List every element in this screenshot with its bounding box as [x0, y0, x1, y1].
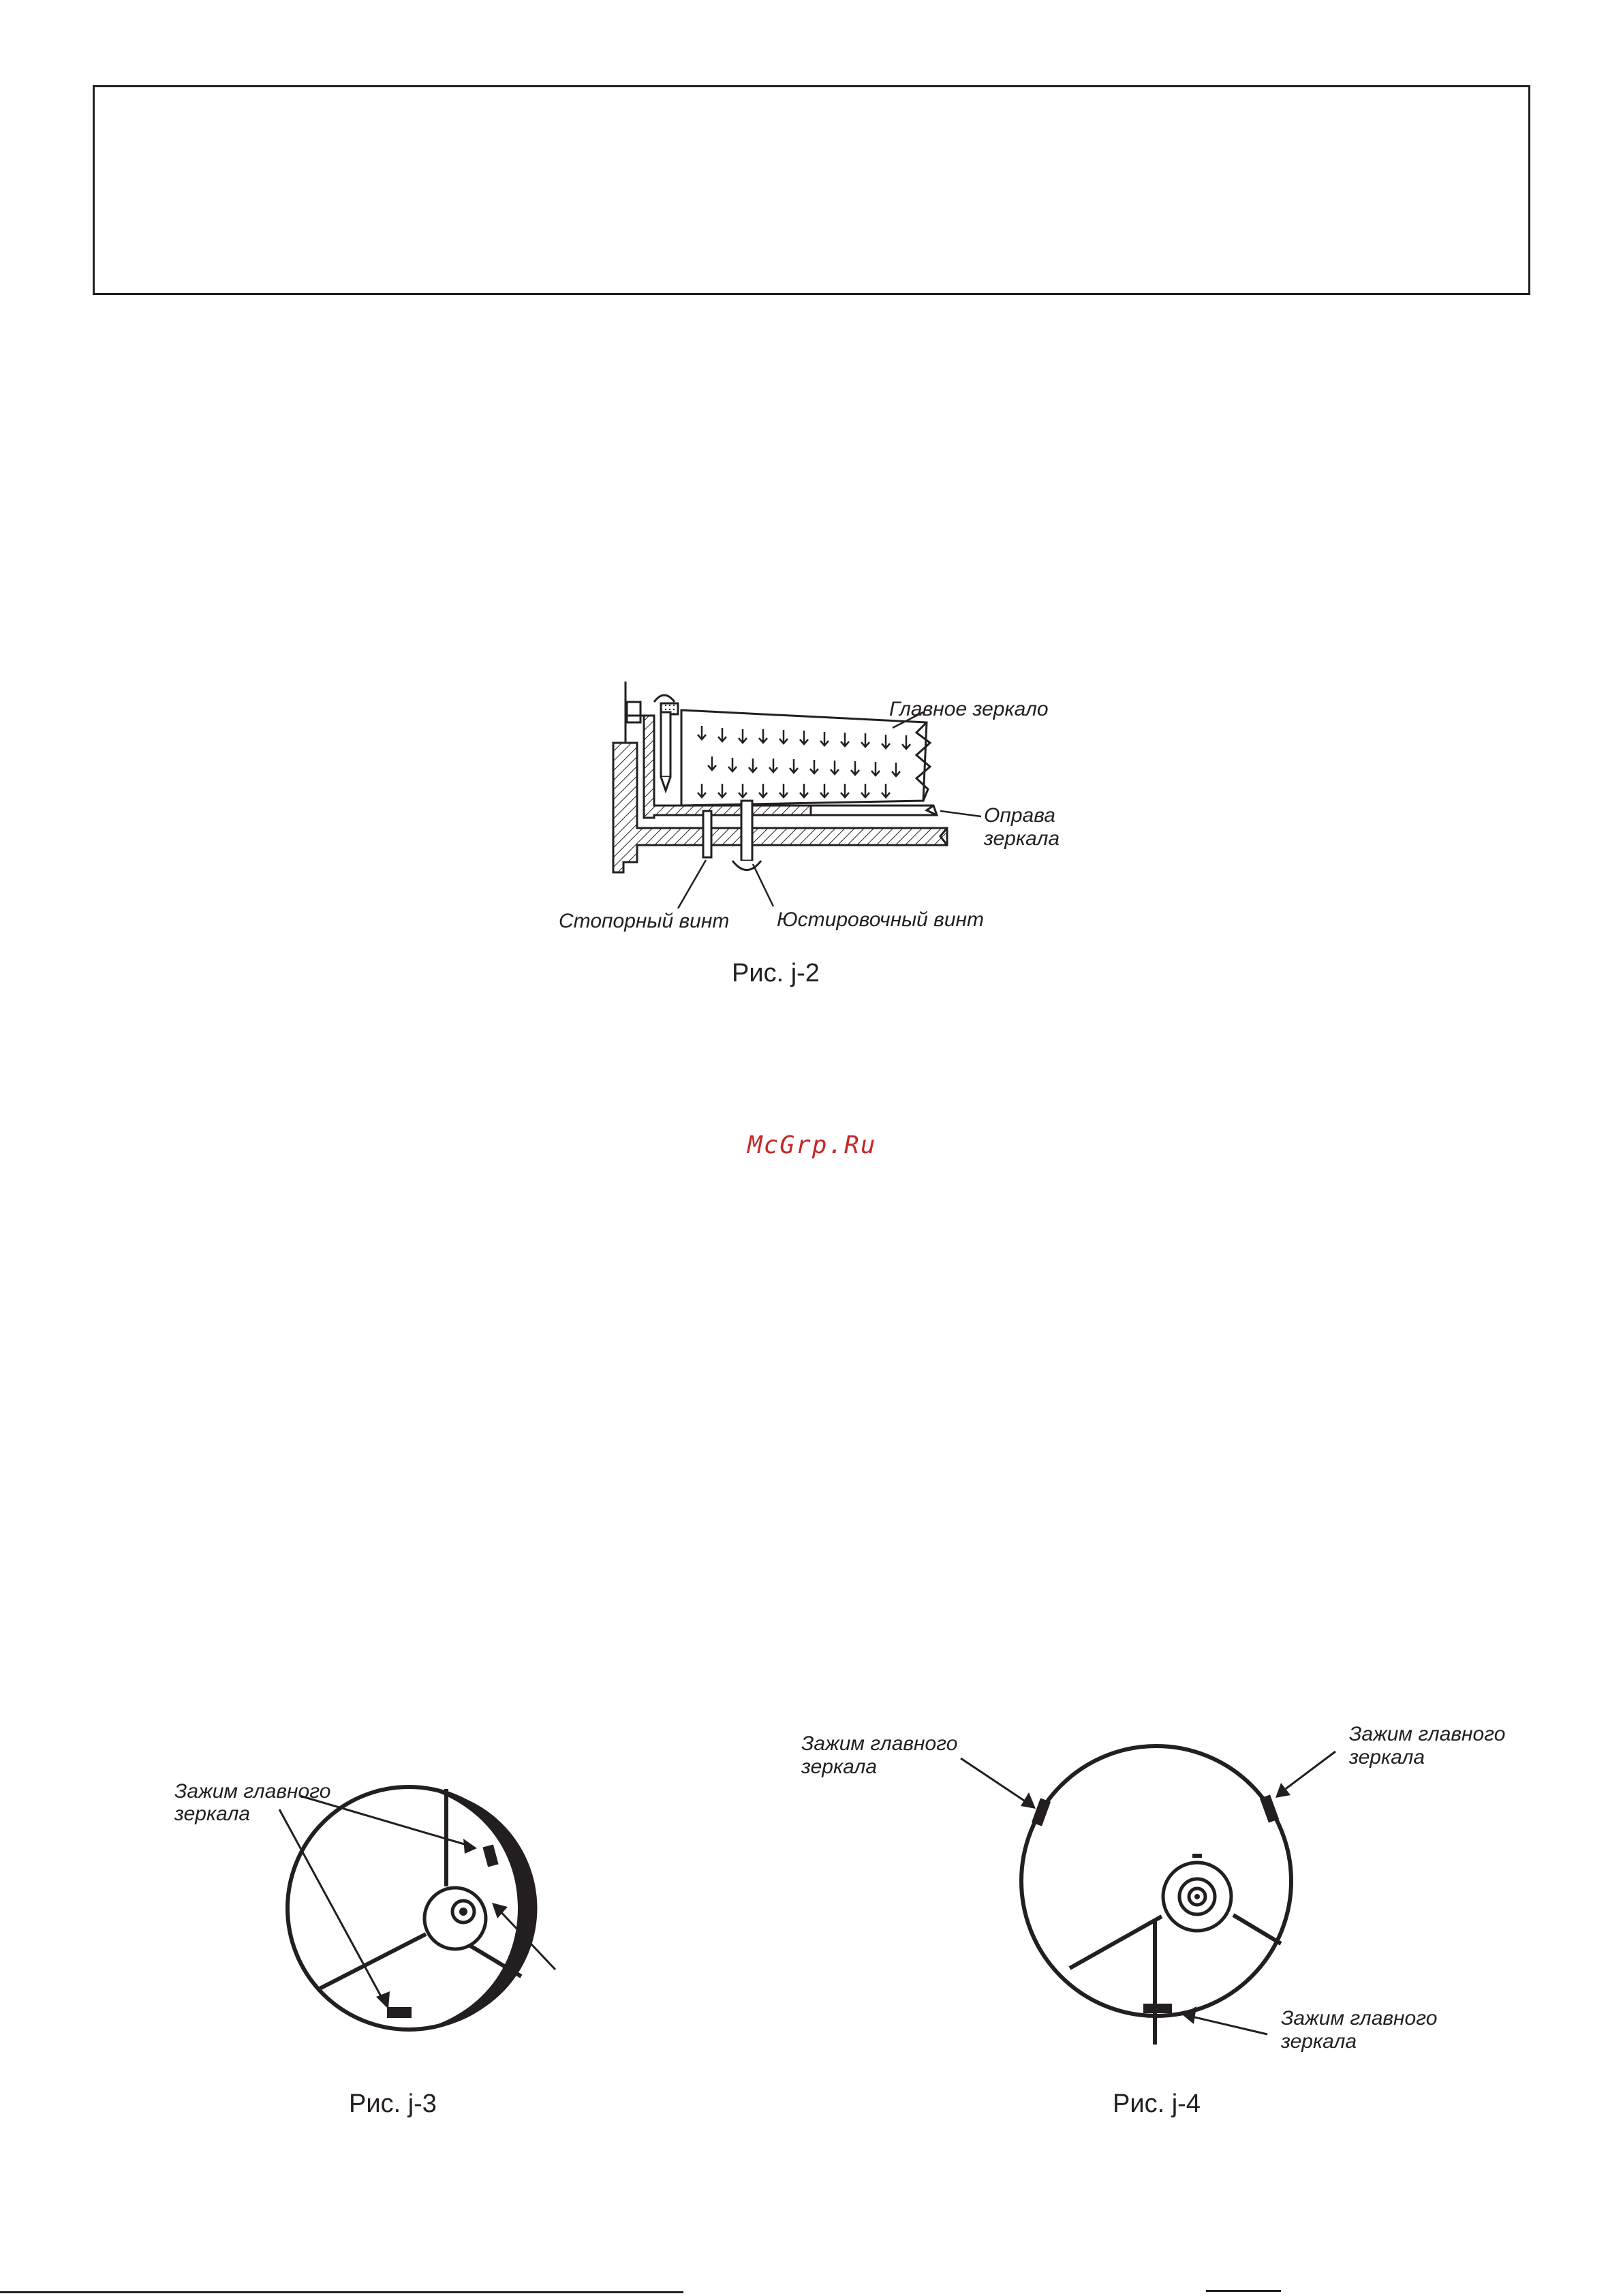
watermark-text: McGrp.Ru [747, 1131, 877, 1159]
label-j4-clip-right-line1: Зажим главного [1349, 1723, 1506, 1745]
lock-screw-shape [703, 811, 711, 857]
label-j3-clip-line1: Зажим главного [174, 1780, 331, 1803]
label-j3-clip-line2: зеркала [174, 1803, 251, 1825]
label-main-mirror: Главное зеркало [889, 698, 1049, 720]
adjust-screw-shape [741, 801, 752, 861]
caption-figure-j4: Рис. j-4 [1113, 2090, 1201, 2118]
label-j4-clip-left-line1: Зажим главного [801, 1732, 958, 1755]
header-frame-box [93, 85, 1530, 295]
figure-j3-diagram [273, 1772, 572, 2031]
label-adjust-screw: Юстировочный винт [777, 908, 985, 931]
label-lock-screw: Стопорный винт [559, 910, 730, 932]
figure-j4-diagram [1008, 1724, 1308, 2045]
bottom-divider-line-right [1206, 2290, 1281, 2292]
label-mirror-frame-line2: зеркала [984, 827, 1060, 850]
caption-figure-j2: Рис. j-2 [732, 959, 820, 988]
bottom-divider-line [0, 2291, 683, 2293]
label-mirror-frame-line1: Оправа [984, 804, 1055, 827]
label-j4-clip-right-line2: зеркала [1349, 1746, 1425, 1769]
label-j4-clip-bottom-line1: Зажим главного [1281, 2007, 1438, 2030]
label-j4-clip-left-line2: зеркала [801, 1756, 878, 1778]
label-j4-clip-bottom-line2: зеркала [1281, 2030, 1357, 2053]
caption-figure-j3: Рис. j-3 [349, 2090, 437, 2118]
